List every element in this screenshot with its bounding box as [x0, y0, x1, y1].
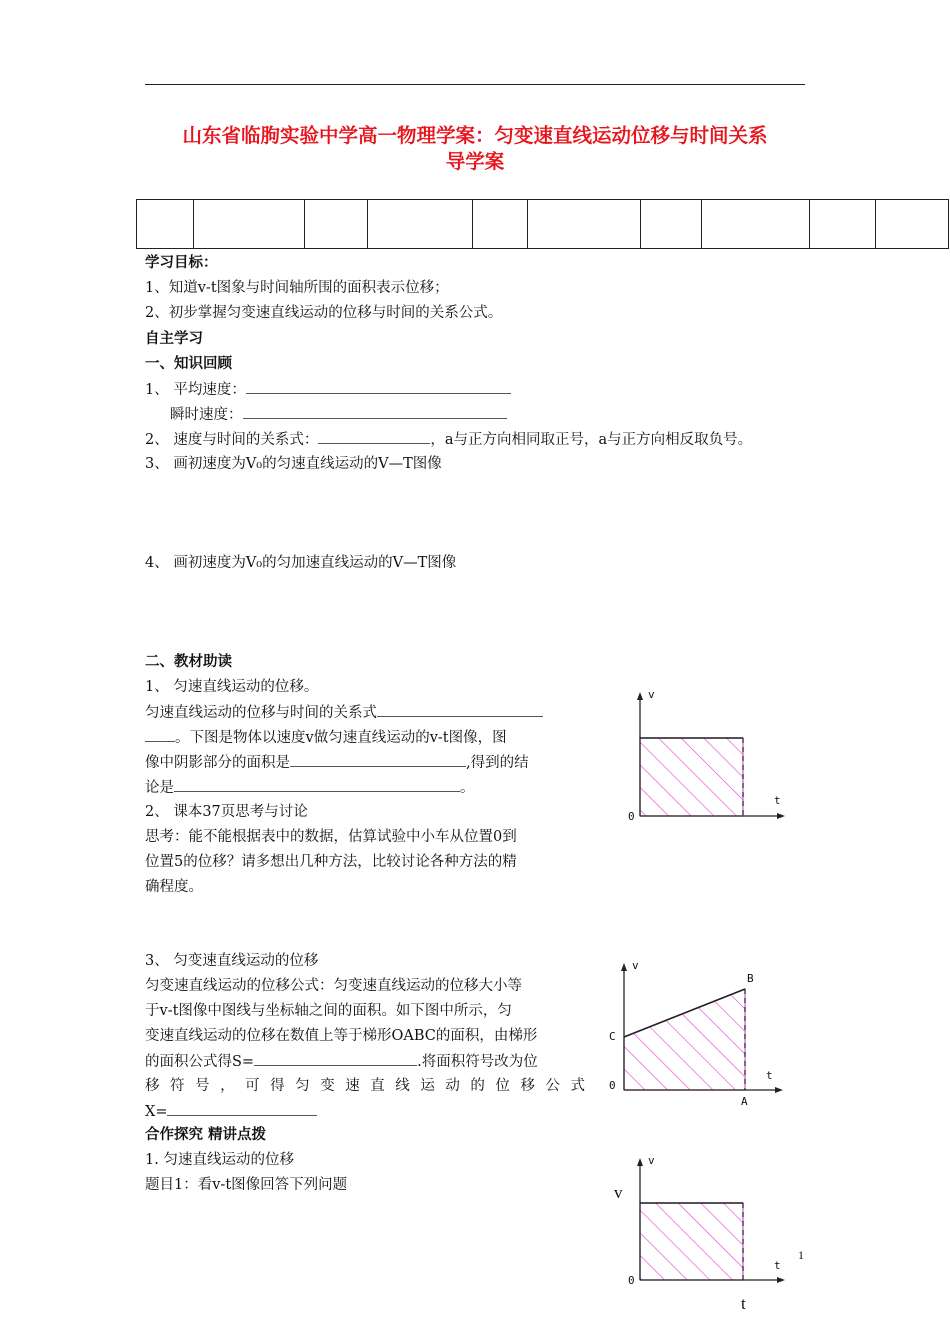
p3-line1: 匀变速直线运动的位移公式：匀变速直线运动的位移大小等 — [145, 978, 522, 994]
p1-line2-text: 。下图是物体以速度v做匀速直线运动的v-t图像，图 — [175, 730, 507, 746]
header-rule — [145, 84, 805, 85]
point-c-label: C — [609, 1030, 616, 1043]
v-label: v — [648, 1154, 655, 1167]
answer-blank[interactable] — [243, 404, 507, 419]
answer-blank[interactable] — [377, 702, 543, 717]
p2-line1: 思考：能不能根据表中的数据，估算试验中小车从位置0到 — [145, 829, 517, 845]
q4-draw-accelerated: 4、 画初速度为V₀的匀加速直线运动的V—T图像 — [145, 555, 457, 571]
header-table — [136, 199, 949, 249]
p3-title: 3、 匀变速直线运动的位移 — [145, 953, 319, 969]
p1-line4-text: 论是 — [145, 780, 174, 796]
p3-line4-tail: .将面积符号改为位 — [417, 1054, 538, 1070]
answer-blank[interactable] — [167, 1101, 317, 1116]
answer-blank[interactable] — [318, 429, 430, 444]
p3-line3: 变速直线运动的位移在数值上等于梯形OABC的面积，由梯形 — [145, 1028, 538, 1044]
table-cell — [473, 200, 528, 249]
table-cell — [702, 200, 810, 249]
p1-line2 — [145, 727, 507, 748]
t-label: t — [774, 794, 781, 807]
answer-blank[interactable] — [254, 1051, 417, 1066]
p2-title: 2、 课本37页思考与讨论 — [145, 804, 308, 820]
coop-task-1: 题目1：看v-t图像回答下列问题 — [145, 1177, 348, 1193]
q1-instant-speed — [170, 404, 507, 425]
v-label: v — [632, 959, 639, 972]
p1-line3-tail: ,得到的结 — [466, 755, 529, 771]
vt-graph-accelerated — [600, 955, 800, 1110]
q2-tail: ，a与正方向相同取正号，a与正方向相反取负号。 — [430, 432, 753, 448]
t-label: t — [766, 1069, 773, 1082]
t-label: t — [774, 1259, 781, 1272]
self-study-heading: 自主学习 — [145, 331, 203, 347]
answer-blank[interactable] — [174, 777, 460, 792]
p3-line6-text: X= — [145, 1104, 168, 1120]
t-axis-arrow-icon — [777, 813, 785, 819]
table-cell — [137, 200, 194, 249]
shaded-area — [640, 1203, 743, 1280]
q3-draw-uniform: 3、 画初速度为V₀的匀速直线运动的V—T图像 — [145, 456, 442, 472]
table-cell — [810, 200, 876, 249]
table-cell — [528, 200, 641, 249]
p1-line1 — [145, 702, 543, 723]
goal-item-2: 2、初步掌握匀变速直线运动的位移与时间的关系公式。 — [145, 305, 503, 321]
p3-line6 — [145, 1101, 317, 1122]
big-t-label: t — [741, 1294, 746, 1313]
page-title: 山东省临朐实验中学高一物理学案：匀变速直线运动位移与时间关系 — [182, 124, 768, 147]
p1-line3-text: 像中阴影部分的面积是 — [145, 755, 290, 771]
p3-line2: 于v-t图像中图线与坐标轴之间的面积。如下图中所示，匀 — [145, 1003, 512, 1019]
table-cell — [641, 200, 702, 249]
goal-item-1: 1、知道v-t图象与时间轴所围的面积表示位移； — [145, 280, 449, 296]
v-axis-arrow-icon — [637, 1158, 643, 1166]
p2-line2: 位置5的位移？请多想出几种方法，比较讨论各种方法的精 — [145, 854, 517, 870]
vt-graph-task — [600, 1148, 810, 1313]
p2-line3: 确程度。 — [145, 879, 203, 895]
t-axis-arrow-icon — [777, 1277, 785, 1283]
origin-label: 0 — [609, 1079, 616, 1092]
table-cell — [368, 200, 473, 249]
t-axis-arrow-icon — [775, 1087, 783, 1093]
p1-line4 — [145, 777, 475, 798]
origin-label: 0 — [628, 810, 635, 823]
p3-line4 — [145, 1051, 538, 1072]
q2-velocity-time — [145, 429, 752, 450]
shaded-area — [640, 738, 743, 816]
q2-label: 2、 速度与时间的关系式： — [145, 432, 319, 448]
origin-label: 0 — [628, 1274, 635, 1287]
trapezoid-area — [624, 989, 745, 1090]
answer-blank[interactable] — [145, 727, 175, 742]
coop-heading: 合作探究 精讲点拨 — [145, 1127, 267, 1143]
answer-blank[interactable] — [246, 379, 511, 394]
page-number: 1 — [798, 1248, 804, 1262]
point-b-label: B — [747, 972, 754, 985]
p1-title: 1、 匀速直线运动的位移。 — [145, 679, 319, 695]
q1-sub-label: 瞬时速度： — [170, 407, 243, 423]
page-title-line2: 导学案 — [445, 150, 505, 173]
q1-label: 1、 平均速度： — [145, 382, 246, 398]
v-label: v — [648, 688, 655, 701]
section-knowledge-review: 一、知识回顾 — [145, 356, 232, 372]
goals-heading: 学习目标： — [145, 255, 218, 271]
table-cell — [305, 200, 368, 249]
p3-line4-text: 的面积公式得S= — [145, 1054, 255, 1070]
table-cell — [194, 200, 305, 249]
answer-blank[interactable] — [290, 752, 466, 767]
coop-item-1: 1. 匀速直线运动的位移 — [145, 1152, 294, 1168]
point-a-label: A — [741, 1095, 748, 1108]
table-cell — [876, 200, 949, 249]
vt-graph-uniform — [600, 680, 800, 830]
v-axis-arrow-icon — [637, 692, 643, 700]
p1-line1-text: 匀速直线运动的位移与时间的关系式 — [145, 705, 377, 721]
v-axis-arrow-icon — [621, 963, 627, 971]
p1-line4-tail: 。 — [460, 780, 475, 796]
p1-line3 — [145, 752, 529, 773]
section-textbook: 二、教材助读 — [145, 654, 232, 670]
q1-average-speed — [145, 379, 511, 400]
big-v-label: v — [614, 1183, 623, 1202]
p3-line5: 移符号，可得匀变速直线运动的位移公式 — [145, 1078, 585, 1094]
